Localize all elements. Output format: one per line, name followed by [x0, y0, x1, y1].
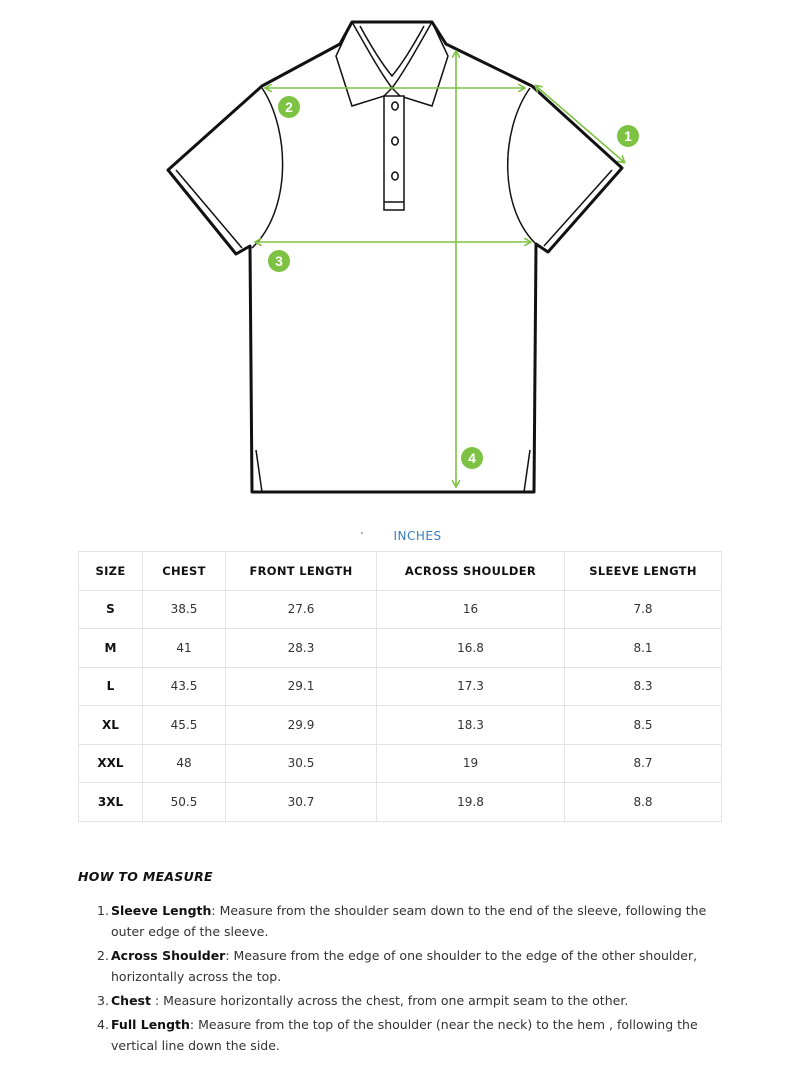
front-length-cell: 27.6 — [226, 590, 377, 629]
list-item — [97, 900, 711, 942]
step-separator: : — [150, 993, 164, 1008]
size-cell: XXL — [79, 744, 143, 783]
step-number: 3. — [97, 993, 109, 1008]
step-term: Across Shoulder — [111, 948, 226, 963]
size-cell: 3XL — [79, 783, 143, 822]
placket — [384, 96, 404, 210]
step-separator: : — [189, 1017, 199, 1032]
table-row — [79, 667, 722, 706]
svg-text:1: 1 — [624, 128, 632, 144]
header-chest: CHEST — [143, 552, 226, 591]
how-to-measure-list — [97, 900, 711, 1059]
list-item — [97, 945, 711, 987]
polo-shirt-diagram — [0, 0, 800, 510]
table-row — [79, 590, 722, 629]
unit-label: INCHES — [393, 529, 442, 543]
marker-3 — [268, 250, 290, 272]
front-length-cell: 30.7 — [226, 783, 377, 822]
chest-cell: 43.5 — [143, 667, 226, 706]
table-row — [79, 744, 722, 783]
across-shoulder-cell: 19.8 — [377, 783, 565, 822]
svg-text:2: 2 — [285, 99, 293, 115]
how-to-measure-title: HOW TO MEASURE — [78, 869, 213, 884]
size-chart-table — [78, 551, 722, 822]
svg-text:3: 3 — [275, 253, 283, 269]
header-across-shoulder: ACROSS SHOULDER — [377, 552, 565, 591]
sleeve-length-cell: 8.1 — [565, 629, 722, 668]
chest-cell: 50.5 — [143, 783, 226, 822]
across-shoulder-cell: 18.3 — [377, 706, 565, 745]
across-shoulder-cell: 16 — [377, 590, 565, 629]
marker-4 — [461, 447, 483, 469]
shirt-outline — [168, 22, 622, 492]
marker-1 — [617, 125, 639, 147]
table-header-row — [79, 552, 722, 591]
step-term: Full Length — [111, 1017, 190, 1032]
chest-cell: 48 — [143, 744, 226, 783]
table-row — [79, 783, 722, 822]
across-shoulder-cell: 16.8 — [377, 629, 565, 668]
step-text: Measure from the top of the shoulder (near the neck) to the hem , following the vertical line down the side. — [111, 1017, 698, 1053]
table-row — [79, 629, 722, 668]
sleeve-length-cell: 8.3 — [565, 667, 722, 706]
sleeve-length-cell: 7.8 — [565, 590, 722, 629]
svg-text:4: 4 — [468, 450, 476, 466]
step-number: 2. — [97, 948, 109, 963]
step-text: Measure horizontally across the chest, from one armpit seam to the other. — [163, 993, 629, 1008]
step-number: 1. — [97, 903, 109, 918]
size-cell: S — [79, 590, 143, 629]
marker-2 — [278, 96, 300, 118]
chest-cell: 45.5 — [143, 706, 226, 745]
step-number: 4. — [97, 1017, 109, 1032]
size-cell: XL — [79, 706, 143, 745]
list-item — [97, 1014, 711, 1056]
front-length-cell: 30.5 — [226, 744, 377, 783]
across-shoulder-cell: 17.3 — [377, 667, 565, 706]
front-length-cell: 28.3 — [226, 629, 377, 668]
table-row — [79, 706, 722, 745]
sleeve-length-cell: 8.7 — [565, 744, 722, 783]
sleeve-length-cell: 8.8 — [565, 783, 722, 822]
size-cell: M — [79, 629, 143, 668]
header-front-length: FRONT LENGTH — [226, 552, 377, 591]
step-term: Sleeve Length — [111, 903, 212, 918]
across-shoulder-cell: 19 — [377, 744, 565, 783]
step-term: Chest — [111, 993, 151, 1008]
step-text: Measure from the edge of one shoulder to the edge of the other shoulder, horizontally across the top. — [111, 948, 698, 984]
header-size: SIZE — [79, 552, 143, 591]
sleeve-length-cell: 8.5 — [565, 706, 722, 745]
chest-cell: 38.5 — [143, 590, 226, 629]
list-item — [97, 990, 711, 1011]
front-length-cell: 29.9 — [226, 706, 377, 745]
size-cell: L — [79, 667, 143, 706]
step-separator: : — [225, 948, 234, 963]
chest-cell: 41 — [143, 629, 226, 668]
step-text: Measure from the shoulder seam down to the end of the sleeve, following the outer edge of the sleeve. — [111, 903, 707, 939]
front-length-cell: 29.1 — [226, 667, 377, 706]
header-sleeve-length: SLEEVE LENGTH — [565, 552, 722, 591]
step-separator: : — [211, 903, 220, 918]
